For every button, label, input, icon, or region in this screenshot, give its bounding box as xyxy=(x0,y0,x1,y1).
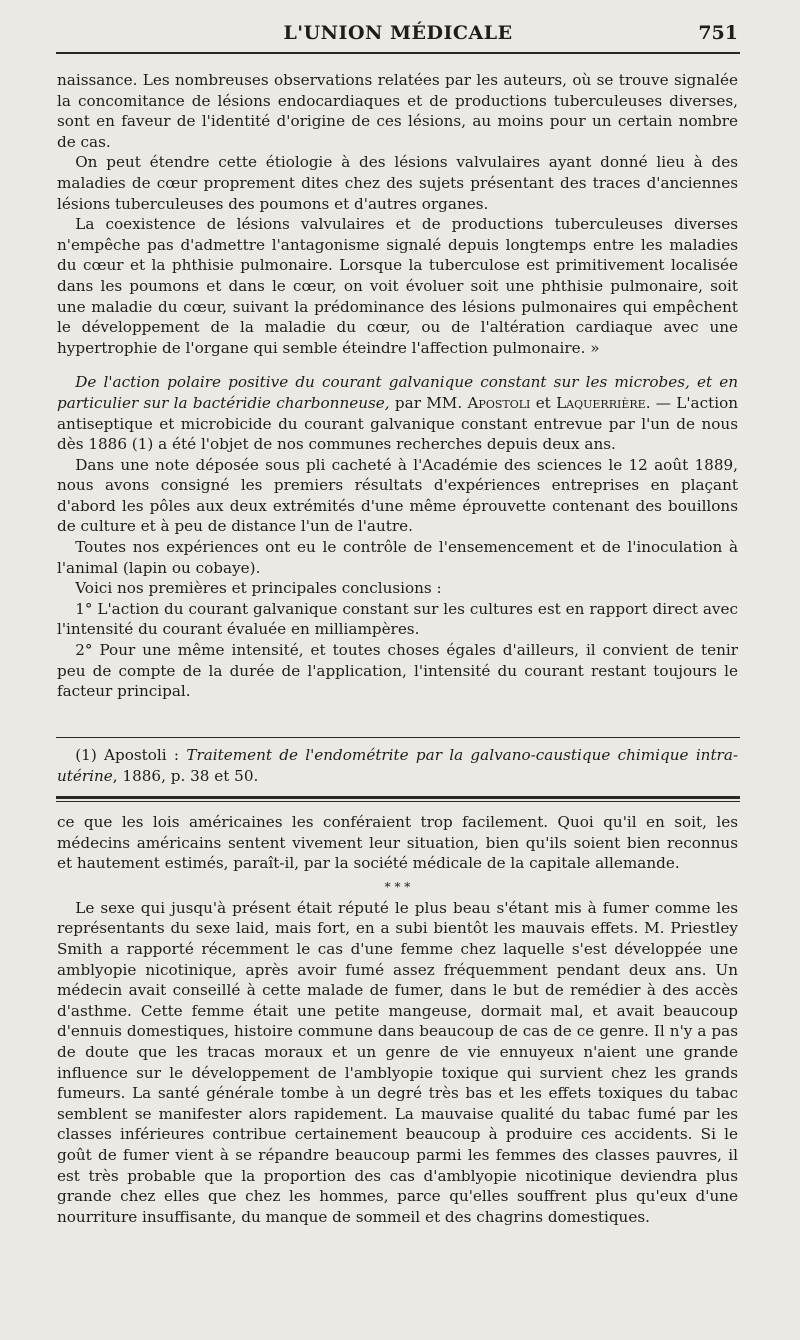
paragraph: Voici nos premières et principales conclusions : xyxy=(75,579,442,598)
asterism: * * * xyxy=(384,879,411,894)
header-rule xyxy=(56,52,740,54)
footnote-rule xyxy=(56,737,740,738)
article-intro: De l'action polaire positive du courant galvanique constant sur les microbes, et en particulier sur la bactéridie charbonneuse, par MM. Apostoli et Laquerrière. — L'action antiseptique et microbicide du courant galvanique constant entrevue par l'un de nous dès 1886 (1) a été l'objet de nos communes recherches depuis deux ans. xyxy=(57,373,738,454)
page-number: 751 xyxy=(698,22,738,44)
author-name: Apostoli xyxy=(467,393,531,412)
section-divider xyxy=(56,796,740,799)
paragraph: On peut étendre cette étiologie à des lésions valvulaires ayant donné lieu à des maladies de cœur proprement dites chez des sujets présentant des traces d'anciennes lésions tuberculeuses des poumons et d'autres organes. xyxy=(57,153,738,213)
footnote: (1) Apostoli : Traitement de l'endométrite par la galvano-caustique chimique intra-utérine, 1886, p. 38 et 50. xyxy=(57,746,739,785)
paragraph: La coexistence de lésions valvulaires et de productions tuberculeuses diverses n'empêche pas d'admettre l'antagonisme signalé depuis longtemps entre les maladies du cœur et la phthisie pulmonaire. Lorsque la tuberculose est primitivement localisée dans les poumons et dans le cœur, on voit évoluer soit une phthisie pulmonaire, soit une maladie du cœur, suivant la prédominance des lésions pulmonaires qui empêchent le développement de la maladie du cœur, ou de l'altération cardiaque avec une hypertrophie de l'organe qui semble éteindre l'affection pulmonaire. » xyxy=(57,215,738,357)
paragraph: Dans une note déposée sous pli cacheté à l'Académie des sciences le 12 août 1889, nous avons consigné les premiers résultats d'expériences entreprises en plaçant d'abord les pôles aux deux extrémités d'une même éprouvette contenant des bouillons de culture et à peu de distance l'un de l'autre. xyxy=(57,455,738,536)
lower-column xyxy=(57,812,738,1227)
paragraph: 1° L'action du courant galvanique constant sur les cultures est en rapport direct avec l'intensité du courant évaluée en milliampères. xyxy=(57,599,738,639)
journal-title: L'UNION MÉDICALE xyxy=(283,22,513,44)
paragraph: Le sexe qui jusqu'à présent était réputé le plus beau s'étant mis à fumer comme les représentants du sexe laid, mais fort, en a subi bientôt les mauvais effets. M. Priestley Smith a rapporté récemment le cas d'une femme chez laquelle s'est développée une amblyopie nicotinique, après avoir fumé assez fréquemment pendant deux ans. Un médecin avait conseillé à cette malade de fumer, dans le but de remédier à des accès d'asthme. Cette femme était une petite mangeuse, dormait mal, et avait beaucoup d'ennuis domestiques, histoire commune dans beaucoup de cas de ce genre. Il n'y a pas de doute que les tracas moraux et un genre de vie ennuyeux n'aient une grande influence sur le développement de l'amblyopie toxique qui survient chez les grands fumeurs. La santé générale tombe à un degré très bas et les effets toxiques du tabac semblent se manifester alors rapidement. La mauvaise qualité du tabac fumé par les classes inférieures contribue certainement beaucoup à produire ces accidents. Si le goût de fumer vient à se répandre beaucoup parmi les femmes des classes pauvres, il est très probable que la proportion des cas d'amblyopie nicotinique deviendra plus grande chez elles que chez les hommes, parce qu'elles souffrent plus qu'eux d'une nourriture insuffisante, du manque de sommeil et des chagrins domestiques. xyxy=(57,898,738,1226)
section-divider-thin xyxy=(56,801,740,802)
article-title: De l'action polaire positive du courant galvanique constant sur les microbes, et en particulier sur la bactéridie charbonneuse, xyxy=(57,373,738,412)
upper-column xyxy=(57,70,738,702)
paragraph: 2° Pour une même intensité, et toutes choses égales d'ailleurs, il convient de tenir peu de compte de la durée de l'application, l'intensité du courant restant toujours le facteur principal. xyxy=(57,641,738,701)
paragraph: Toutes nos expériences ont eu le contrôle de l'ensemencement et de l'inoculation à l'animal (lapin ou cobaye). xyxy=(57,538,738,577)
author-name: Laquerrière xyxy=(556,393,646,412)
paragraph: ce que les lois américaines les conféraient trop facilement. Quoi qu'il en soit, les médecins américains sentent vivement leur situation, bien qu'ils soient bien reconnus et hautement estimés, paraît-il, par la société médicale de la capitale allemande. xyxy=(57,813,738,873)
paragraph: naissance. Les nombreuses observations relatées par les auteurs, où se trouve signalée la concomitance de lésions endocardiaques et de productions tuberculeuses diverses, sont en faveur de l'identité d'origine de ces lésions, au moins pour un certain nombre de cas. xyxy=(57,71,738,151)
running-header xyxy=(58,20,738,50)
